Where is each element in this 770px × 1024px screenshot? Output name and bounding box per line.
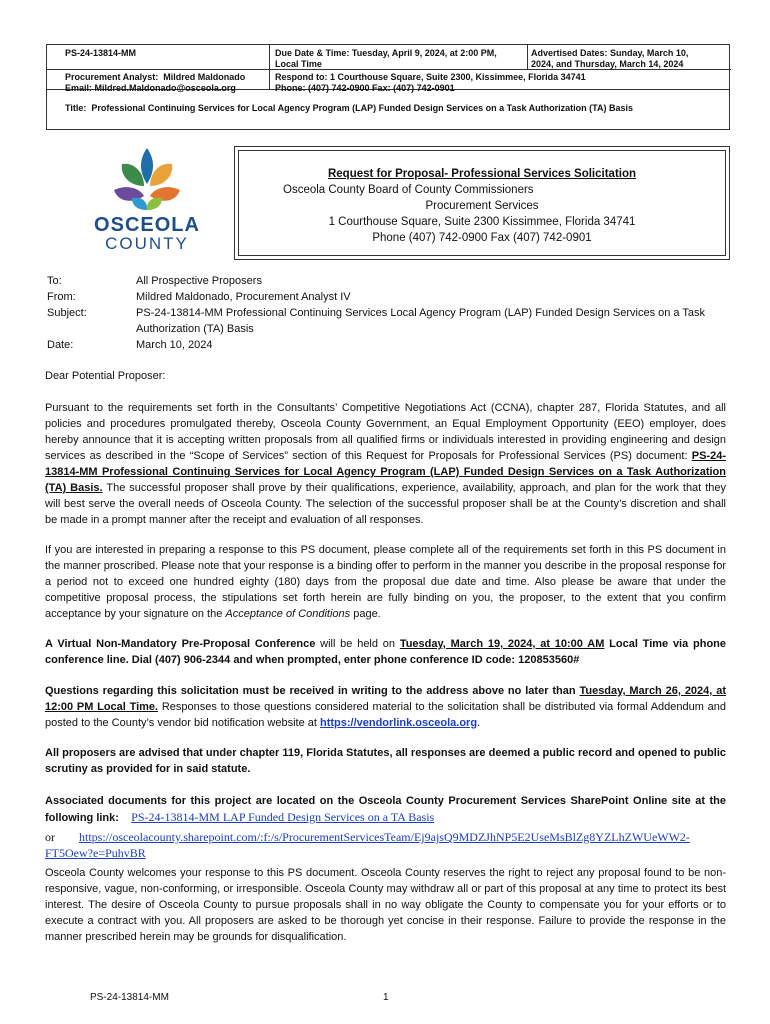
sharepoint-url-block: or https://osceolacounty.sharepoint.com/:f:/s/ProcurementServicesTeam/Ej9ajsQ9MDZJhNP5E2UseMsBlZg8YZLhZWUeWW2- FT5Oew?e=PuhvBR <box>45 830 690 860</box>
memo-from-value: Mildred Maldonado, Procurement Analyst IV <box>136 291 351 303</box>
footer-doc-id: PS-24-13814-MM <box>90 992 169 1003</box>
rfp-board: Osceola County Board of County Commissioners <box>283 184 534 196</box>
paragraph-questions-deadline: Questions regarding this solicitation must be received in writing to the address above no later than Tuesday, March 26, 2024, at 12:00 PM Local Time. Responses to those questions considered material to the solicitation shall be distributed via formal Addendum and posted to the County’s vendor bid notification website at https://vendorlink.osceola.org. <box>45 685 726 729</box>
sharepoint-url-link[interactable]: https://osceolacounty.sharepoint.com/:f:/s/ProcurementServicesTeam/Ej9ajsQ9MDZJhNP5E2UseMsBlZg8YZLhZWUeWW2- <box>79 830 690 844</box>
paragraph-response-binding: If you are interested in preparing a response to this PS document, please complete all of the requirements set forth in this PS document in the manner proscribed. Please note that your response is a binding offer to perform in the manner you describe in the proposal response for a period not to exceed one hundred eighty (180) days from the proposal due date and time. Also please be aware that under the competitive proposal process, the stipulations set forth herein are fully binding on you, the proposer, to the extent that you confirm acceptance by your signature on the Acceptance of Conditions page. <box>45 544 726 620</box>
memo-from-label: From: <box>47 291 76 303</box>
memo-subject-label: Subject: <box>47 307 87 319</box>
rfp-notice-box <box>234 146 730 260</box>
procurement-analyst: Procurement Analyst: Mildred Maldonado Email: Mildred.Maldonado@osceola.org <box>65 72 246 93</box>
paragraph-associated-documents: Associated documents for this project are located on the Osceola County Procurement Services SharePoint Online site at the following link: PS-24-13814-MM LAP Funded Design Services on a TA Basis <box>45 795 726 824</box>
solicitation-title: Title: Professional Continuing Services for Local Agency Program (LAP) Funded Design Services on a Task Authorization (TA) Basis <box>65 103 633 113</box>
osceola-county-logo <box>92 146 202 254</box>
vendorlink-url[interactable]: https://vendorlink.osceola.org <box>319 717 478 729</box>
paragraph-closing: Osceola County welcomes your response to this PS document. Osceola County reserves the right to reject any proposal found to be non-responsive, vague, non-conforming, or irresponsible. Osceola County may withdraw all or part of this proposal at any time to protect its best interest. The desire of Osceola County to pursue proposals shall in no way obligate the County to compensate you for your efforts or to execute a contract with you. All proposers are asked to be thorough yet concise in their response. Failure to provide the response in the manner prescribed herein may be grounds for disqualification. <box>45 867 726 943</box>
solicitation-title-inline: PS-24-13814-MM Professional Continuing Services for Local Agency Program (LAP) Funded Design Services on a Task Authorization (TA) Basis. <box>45 450 726 494</box>
logo-text-osceola: OSCEOLA <box>94 214 200 236</box>
header-table <box>46 44 730 130</box>
paragraph-intro: Pursuant to the requirements set forth in the Consultants’ Competitive Negotiations Act (CCNA), chapter 287, Florida Statutes, and all policies and procedures promulgated thereby, Osceola County Government, an Equal Employment Opportunity (EEO) employer, does hereby announce that it is accepting written proposals from all qualified firms or individuals interested in providing engineering and design services as described in the “Scope of Services” section of this Request for Proposals for Professional Services (PS) document: PS-24-13814-MM Professional Continuing Services for Local Agency Program (LAP) Funded Design Services on a Task Authorization (TA) Basis. The successful proposer shall prove by their qualifications, experience, availability, approach, and plan for the work that they will best serve the overall needs of Osceola County. The selection of the successful proposer shall be at the County’s discretion and shall be made in a prompt manner after the receipt and evaluation of all responses. <box>45 402 727 526</box>
memo-to-value: All Prospective Proposers <box>136 275 262 287</box>
sharepoint-title-link[interactable]: PS-24-13814-MM LAP Funded Design Services on a TA Basis <box>131 810 435 824</box>
solicitation-number: PS-24-13814-MM <box>65 48 137 58</box>
rfp-address: 1 Courthouse Square, Suite 2300 Kissimmee, Florida 34741 <box>328 216 636 228</box>
rfp-heading: Request for Proposal- Professional Services Solicitation <box>327 168 637 180</box>
due-date: Due Date & Time: Tuesday, April 9, 2024, at 2:00 PM, Local Time <box>275 48 497 69</box>
footer-page-number: 1 <box>383 992 389 1003</box>
logo-text-county: COUNTY <box>105 234 189 253</box>
rfp-phone: Phone (407) 742-0900 Fax (407) 742-0901 <box>372 232 592 244</box>
salutation: Dear Potential Proposer: <box>45 370 166 382</box>
memo-date-value: March 10, 2024 <box>136 339 213 351</box>
memo-to-label: To: <box>47 275 62 287</box>
respond-to: Respond to: 1 Courthouse Square, Suite 2300, Kissimmee, Florida 34741 Phone: (407) 742-0900 Fax: (407) 742-0901 <box>275 72 586 93</box>
advertised-dates: Advertised Dates: Sunday, March 10, 2024, and Thursday, March 14, 2024 <box>531 48 689 69</box>
sharepoint-url-link-cont[interactable]: FT5Oew?e=PuhvBR <box>45 846 146 860</box>
paragraph-public-record: All proposers are advised that under chapter 119, Florida Statutes, all responses are deemed a public record and opened to public scrutiny as provided for in said statute. <box>45 747 726 775</box>
paragraph-pre-proposal-conference: A Virtual Non-Mandatory Pre-Proposal Conference will be held on Tuesday, March 19, 2024, at 10:00 AM Local Time via phone conference line. Dial (407) 906-2344 and when prompted, enter phone conference ID code: 120853560# <box>45 638 727 666</box>
memo-date-label: Date: <box>47 339 74 351</box>
memo-subject-value: PS-24-13814-MM Professional Continuing Services Local Agency Program (LAP) Funded Design Services on a Task Authorization (TA) Basis <box>136 307 706 335</box>
rfp-procurement-services: Procurement Services <box>425 200 539 212</box>
